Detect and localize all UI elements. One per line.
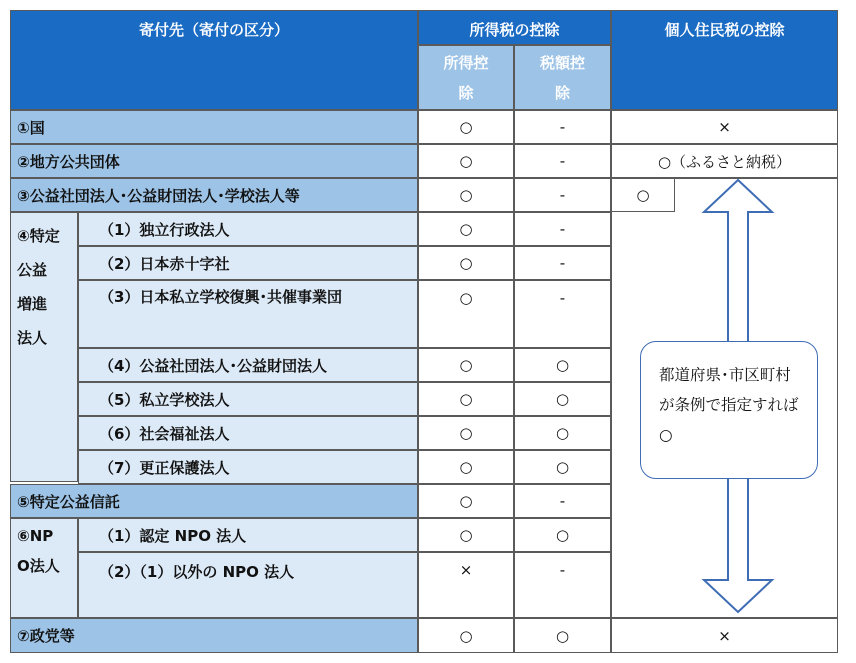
group6-item-zeigaku: -: [514, 552, 611, 618]
group4-item-shotoku: ○: [418, 382, 514, 416]
group4-item-label: （6）社会福祉法人: [78, 416, 418, 450]
group4-item-shotoku: ○: [418, 450, 514, 484]
row-label: ②地方公共団体: [10, 144, 418, 178]
group4-item-zeigaku: ○: [514, 382, 611, 416]
header-jumin: 個人住民税の控除: [611, 10, 838, 110]
callout-text: 都道府県･市区町村が条例で指定すれば○: [659, 366, 799, 444]
group6-label: [10, 518, 78, 618]
header-kifusaki: 寄付先（寄付の区分）: [10, 10, 418, 110]
row-value-jumin: ○: [611, 178, 675, 212]
group4-item-shotoku: ○: [418, 348, 514, 382]
group4-item-label: （4）公益社団法人･公益財団法人: [78, 348, 418, 382]
row-value-shotoku: ○: [418, 144, 514, 178]
group6-item-label: （1）認定 NPO 法人: [78, 518, 418, 552]
subheader-shotoku-kojo: [418, 45, 514, 110]
row7-value-zeigaku: ○: [514, 618, 611, 653]
header-shotokuzei: 所得税の控除: [418, 10, 611, 45]
row-value-shotoku: ○: [418, 110, 514, 144]
row7-label: ⑦政党等: [10, 618, 418, 653]
row-label: ①国: [10, 110, 418, 144]
row-value-jumin: ○（ふるさと納税）: [611, 144, 838, 178]
group4-item-shotoku: ○: [418, 280, 514, 348]
group4-item-zeigaku: ○: [514, 450, 611, 484]
subheader-zeigaku-kojo-text: 税額控除: [539, 53, 585, 102]
group6-label-text: ⑥NPO法人: [17, 527, 60, 575]
group4-item-label-text: （3）日本私立学校復興･共催事業団: [99, 288, 342, 306]
group6-item-shotoku: ×: [418, 552, 514, 618]
group4-label: [10, 212, 78, 482]
row-value-zeigaku: -: [514, 178, 611, 212]
group4-item-zeigaku: ○: [514, 416, 611, 450]
group4-item-shotoku: ○: [418, 246, 514, 280]
subheader-shotoku-kojo-text: 所得控除: [443, 53, 489, 102]
row-value-jumin: ×: [611, 110, 838, 144]
group6-item-zeigaku: ○: [514, 518, 611, 552]
group6-item-label: （2）（1）以外の NPO 法人: [78, 552, 418, 618]
group4-item-label: （1）独立行政法人: [78, 212, 418, 246]
group4-item-label: [78, 280, 418, 348]
row7-value-jumin: ×: [611, 618, 838, 653]
row-value-shotoku: ○: [418, 178, 514, 212]
group4-label-text: ④特定公益増進法人: [17, 227, 60, 347]
group4-item-zeigaku: -: [514, 212, 611, 246]
row-value-zeigaku: -: [514, 110, 611, 144]
row5-label: ⑤特定公益信託: [10, 484, 418, 518]
callout-box: [640, 341, 818, 479]
group6-item-shotoku: ○: [418, 518, 514, 552]
group4-item-label: （5）私立学校法人: [78, 382, 418, 416]
row5-value-zeigaku: -: [514, 484, 611, 518]
row-label: ③公益社団法人･公益財団法人･学校法人等: [10, 178, 418, 212]
group4-item-label: （7）更正保護法人: [78, 450, 418, 484]
subheader-zeigaku-kojo: [514, 45, 611, 110]
row-value-zeigaku: -: [514, 144, 611, 178]
group4-item-label: （2）日本赤十字社: [78, 246, 418, 280]
group4-item-zeigaku: ○: [514, 348, 611, 382]
group4-item-zeigaku: -: [514, 280, 611, 348]
group4-item-zeigaku: -: [514, 246, 611, 280]
row7-value-shotoku: ○: [418, 618, 514, 653]
group4-item-shotoku: ○: [418, 212, 514, 246]
group4-item-shotoku: ○: [418, 416, 514, 450]
row5-value-shotoku: ○: [418, 484, 514, 518]
